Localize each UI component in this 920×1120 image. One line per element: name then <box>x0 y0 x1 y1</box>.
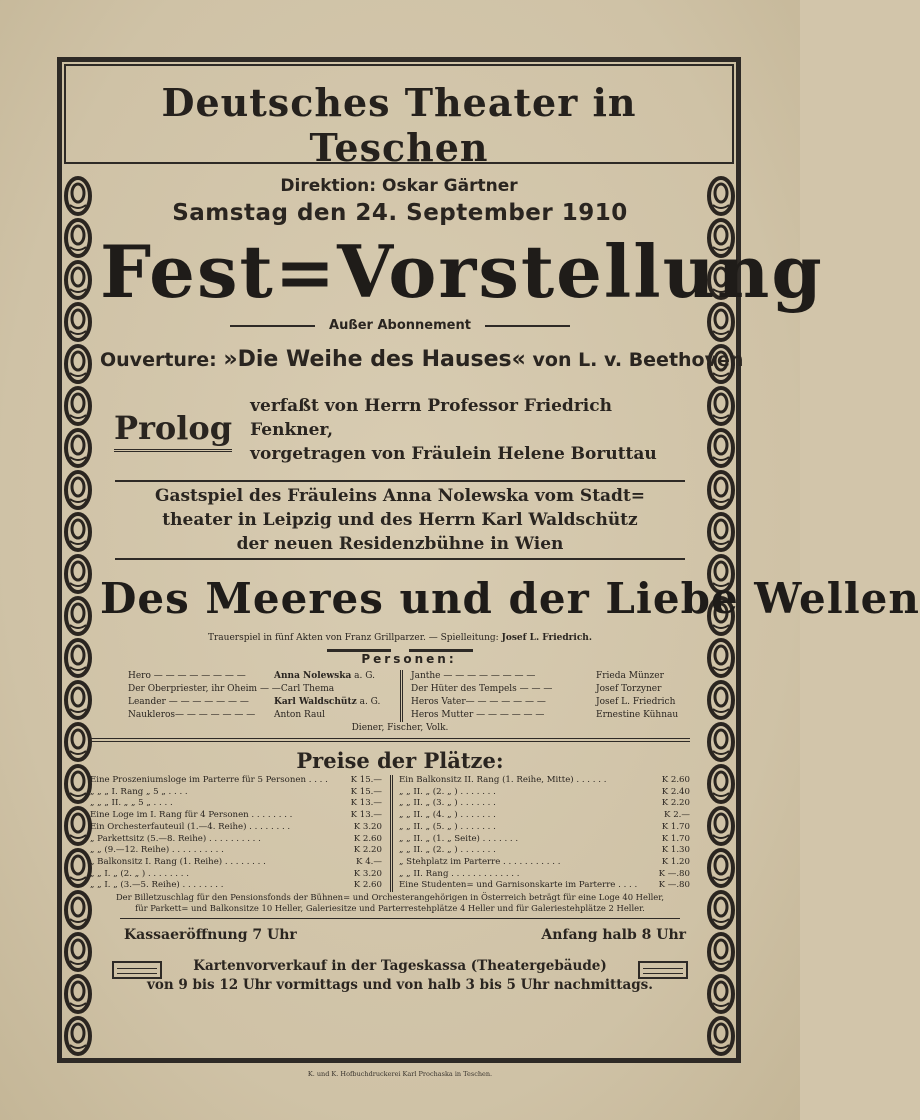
ornament-motif <box>66 976 90 1012</box>
ornament-motif <box>709 514 733 550</box>
presale-line-1: Kartenvorverkauf in der Tageskassa (Theatergebäude) <box>193 958 607 975</box>
price-value: K 13.— <box>350 810 382 821</box>
cast-row <box>128 696 392 709</box>
prolog-line-2: vorgetragen von Fräulein Helene Boruttau <box>250 444 657 464</box>
ornament-motif <box>66 178 90 214</box>
ornament-motif <box>66 682 90 718</box>
theater-title: Deutsches Theater in Teschen <box>161 80 637 170</box>
price-row <box>90 845 382 857</box>
price-label: „ „ II. Rang . . . . . . . . . . . . . <box>399 868 520 879</box>
price-label: Ein Balkonsitz II. Rang (1. Reihe, Mitte) . . . . . . <box>399 775 607 785</box>
price-label: „ Balkonsitz I. Rang (1. Reihe) . . . . . . . . <box>90 856 266 867</box>
cast-role: Janthe — — — — — — — — <box>411 671 536 681</box>
surcharge-note-line-2: für Parkett= und Balkonsitze 10 Heller, Galeriesitze und Parterrestehplätze 4 Heller und für Galeriestehplätze 2 Heller. <box>135 903 645 914</box>
prolog-line-1: verfaßt von Herrn Professor Friedrich Fenkner, <box>250 396 612 440</box>
price-value: K 1.20 <box>661 856 690 867</box>
price-row <box>90 822 382 834</box>
price-row <box>399 880 690 892</box>
ornament-motif <box>709 892 733 928</box>
cast-row <box>128 709 392 722</box>
cast-actor-cell <box>596 709 692 722</box>
price-label: „ „ II. „ (2. „ ) . . . . . . . <box>399 786 496 797</box>
prolog-word: Prolog <box>114 409 232 452</box>
price-value: K 2.60 <box>353 833 382 844</box>
price-row <box>399 775 690 787</box>
cast-role: Der Oberpriester, ihr Oheim — — <box>128 684 281 694</box>
ornament-motif <box>66 1018 90 1054</box>
ornament-motif <box>66 304 90 340</box>
price-label: „ „ II. „ (2. „ ) . . . . . . . <box>399 845 496 856</box>
header-box <box>64 64 734 196</box>
cast-actor: Josef L. Friedrich <box>596 697 676 707</box>
cast-role: Der Hüter des Tempels — — — <box>411 684 553 694</box>
cast-actor-cell <box>596 683 692 696</box>
play-subtitle-text: Trauerspiel in fünf Akten von Franz Grillparzer. — Spielleitung: <box>208 633 499 643</box>
cast-role: Leander — — — — — — — <box>128 697 249 707</box>
cast-extras: Diener, Fischer, Volk. <box>351 723 449 733</box>
direction-line: Direktion: Oskar Gärtner <box>280 176 518 196</box>
ornament-motif <box>66 598 90 634</box>
cast-actor: Anton Raul <box>274 710 326 720</box>
price-label: „ „ II. „ (4. „ ) . . . . . . . <box>399 810 496 821</box>
price-row <box>90 880 382 892</box>
price-label: „ „ „ II. „ „ 5 „ . . . . <box>90 798 173 809</box>
ornament-motif <box>709 640 733 676</box>
price-label: „ „ I. „ (2. „ ) . . . . . . . . <box>90 868 189 879</box>
ornament-motif <box>709 934 733 970</box>
price-column-right <box>390 775 690 892</box>
cast-actor-cell <box>274 696 392 709</box>
prices-rule-2 <box>90 741 690 742</box>
overture-prefix: Ouverture: <box>100 349 217 371</box>
ornament-motif <box>66 556 90 592</box>
price-value: K 2.40 <box>661 786 690 797</box>
ornament-motif <box>66 640 90 676</box>
play-title: Des Meeres und der Liebe Wellen <box>100 574 920 623</box>
price-label: Eine Proszeniumsloge im Parterre für 5 Personen . . . . <box>90 775 328 785</box>
price-value: K 3.20 <box>353 868 382 879</box>
cast-column-right <box>400 670 700 722</box>
cast-actor: Ernestine Kühnau <box>596 710 679 720</box>
price-row <box>399 857 690 869</box>
price-row <box>399 834 690 846</box>
cast-actor: Karl Waldschütz <box>274 697 357 707</box>
cast-row <box>411 709 692 722</box>
ornament-motif <box>709 430 733 466</box>
surcharge-note-line-1: Der Billetzuschlag für den Pensionsfonds der Bühnen= und Orchesterangehörigen in Österreich beträgt für eine Loge 40 Heller, <box>115 892 665 903</box>
ornament-motif <box>66 934 90 970</box>
cast-actor: Frieda Münzer <box>596 671 664 681</box>
box-office-time: Kassaeröffnung 7 Uhr <box>124 927 297 944</box>
price-value: K 1.70 <box>661 833 690 844</box>
cast-column-left <box>100 670 400 722</box>
guest-line-1: Gastspiel des Fräuleins Anna Nolewska vom Stadt= <box>154 486 646 506</box>
bar-ornament-left <box>112 961 162 979</box>
price-value: K 1.30 <box>661 845 690 856</box>
play-director: Josef L. Friedrich. <box>501 633 592 643</box>
cast-guest-mark: a. G. <box>359 697 381 707</box>
subscription-line <box>100 318 700 333</box>
price-label: „ Parkettsitz (5.—8. Reihe) . . . . . . . . . . <box>90 833 261 844</box>
hours-line <box>100 927 700 943</box>
price-value: K —.80 <box>658 880 690 891</box>
price-row <box>399 798 690 810</box>
price-row <box>90 810 382 822</box>
cast-row <box>411 670 692 683</box>
price-row <box>90 798 382 810</box>
ornament-motif <box>66 892 90 928</box>
cast-actor: Anna Nolewska <box>274 671 352 681</box>
price-label: „ „ II. „ (3. „ ) . . . . . . . <box>399 798 496 809</box>
price-row <box>90 787 382 799</box>
printer-imprint: K. und K. Hofbuchdruckerei Karl Prochaska in Teschen. <box>307 1070 493 1078</box>
prolog-lines <box>250 394 700 466</box>
cast-row <box>411 696 692 709</box>
overture-composer: von L. v. Beethoven <box>532 349 744 371</box>
cast-role: Naukleros— — — — — — — <box>128 710 256 720</box>
price-value: K 2.60 <box>353 880 382 891</box>
price-value: K 13.— <box>350 798 382 809</box>
price-value: K 1.70 <box>661 821 690 832</box>
ornament-motif <box>66 388 90 424</box>
prices-rule-1 <box>90 738 690 739</box>
rule-right <box>485 325 570 327</box>
ornament-motif <box>709 682 733 718</box>
presale-block <box>100 957 700 995</box>
price-row <box>90 869 382 881</box>
ornament-motif <box>66 346 90 382</box>
price-value: K 4.— <box>356 856 382 867</box>
price-label: „ „ „ I. Rang „ 5 „ . . . . <box>90 786 188 797</box>
ornament-column-left <box>62 175 94 1057</box>
price-row <box>399 787 690 799</box>
ornament-motif <box>709 850 733 886</box>
price-label: „ „ I. „ (3.—5. Reihe) . . . . . . . . <box>90 880 224 891</box>
price-label: Eine Loge im I. Rang für 4 Personen . . . . . . . . <box>90 810 293 821</box>
cast-actor-cell <box>281 683 392 696</box>
ornament-motif <box>709 766 733 802</box>
play-subtitle <box>100 633 700 643</box>
cast-row <box>128 670 392 683</box>
presale-line-2: von 9 bis 12 Uhr vormittags und von halb 3 bis 5 Uhr nachmittags. <box>147 977 653 994</box>
ornament-motif <box>709 724 733 760</box>
cast-list <box>100 670 700 722</box>
cast-actor-cell <box>596 696 692 709</box>
ornament-motif <box>66 808 90 844</box>
price-label: Ein Orchesterfauteuil (1.—4. Reihe) . . . . . . . . <box>90 821 291 832</box>
price-value: K 3.20 <box>353 821 382 832</box>
ornament-motif <box>709 472 733 508</box>
price-row <box>90 775 382 787</box>
price-label: Eine Studenten= und Garnisonskarte im Parterre . . . . <box>399 880 638 891</box>
price-row <box>399 869 690 881</box>
cast-role: Heros Mutter — — — — — — <box>411 710 545 720</box>
cast-role: Hero — — — — — — — — <box>128 671 246 681</box>
ornament-motif <box>66 220 90 256</box>
cast-heading: Personen: <box>361 652 457 666</box>
price-value: K 15.— <box>350 786 382 797</box>
divider-bottom <box>115 558 685 560</box>
hours-rule <box>120 918 680 919</box>
price-row <box>399 810 690 822</box>
ornament-motif <box>709 178 733 214</box>
prices-heading: Preise der Plätze: <box>296 748 504 773</box>
price-row <box>90 857 382 869</box>
ornament-motif <box>709 976 733 1012</box>
price-row <box>399 845 690 857</box>
ornament-motif <box>66 766 90 802</box>
event-headline: Fest=Vorstellung <box>100 229 824 314</box>
subscription-text: Außer Abonnement <box>329 318 471 333</box>
price-value: K 2.— <box>664 810 690 821</box>
rule-left <box>230 325 315 327</box>
price-label: „ „ (9.—12. Reihe) . . . . . . . . . . <box>90 845 224 856</box>
price-row <box>90 834 382 846</box>
overture-line <box>100 347 744 372</box>
price-value: K —.80 <box>658 868 690 879</box>
price-value: K 2.20 <box>353 845 382 856</box>
ornament-motif <box>66 472 90 508</box>
prolog-block <box>114 394 700 466</box>
guest-block <box>100 482 700 558</box>
ornament-motif <box>66 514 90 550</box>
price-value: K 2.20 <box>661 798 690 809</box>
overture-work: »Die Weihe des Hauses« <box>223 347 526 372</box>
cast-actor: Josef Torzyner <box>596 684 662 694</box>
price-table <box>90 775 690 892</box>
cast-row <box>411 683 692 696</box>
price-value: K 2.60 <box>661 775 690 785</box>
cast-guest-mark: a. G. <box>354 671 375 681</box>
cast-role: Heros Vater— — — — — — — <box>411 697 546 707</box>
ornament-motif <box>709 808 733 844</box>
cast-actor-cell <box>274 670 392 683</box>
event-date: Samstag den 24. September 1910 <box>172 200 628 226</box>
ornament-motif <box>66 262 90 298</box>
surcharge-note <box>90 892 690 914</box>
guest-line-3: der neuen Residenzbühne in Wien <box>236 534 564 554</box>
ornament-motif <box>66 850 90 886</box>
price-row <box>399 822 690 834</box>
cast-actor-cell <box>596 670 692 683</box>
price-label: „ „ II. „ (1. „ Seite) . . . . . . . <box>399 833 519 844</box>
price-label: „ „ II. „ (5. „ ) . . . . . . . <box>399 821 496 832</box>
cast-actor-cell <box>274 709 392 722</box>
guest-line-2: theater in Leipzig und des Herrn Karl Waldschütz <box>162 510 638 530</box>
bar-ornament-right <box>638 961 688 979</box>
ornament-motif <box>66 430 90 466</box>
ornament-motif <box>709 1018 733 1054</box>
price-column-left <box>90 775 390 892</box>
ornament-motif <box>66 724 90 760</box>
start-time: Anfang halb 8 Uhr <box>541 927 686 944</box>
price-value: K 15.— <box>350 775 382 785</box>
poster-content <box>90 170 920 1060</box>
cast-actor: Carl Thema <box>280 684 335 694</box>
price-label: „ Stehplatz im Parterre . . . . . . . . . . . <box>399 856 561 867</box>
ornament-left-svg <box>62 175 94 1057</box>
cast-row <box>128 683 392 696</box>
ornament-motif <box>709 388 733 424</box>
